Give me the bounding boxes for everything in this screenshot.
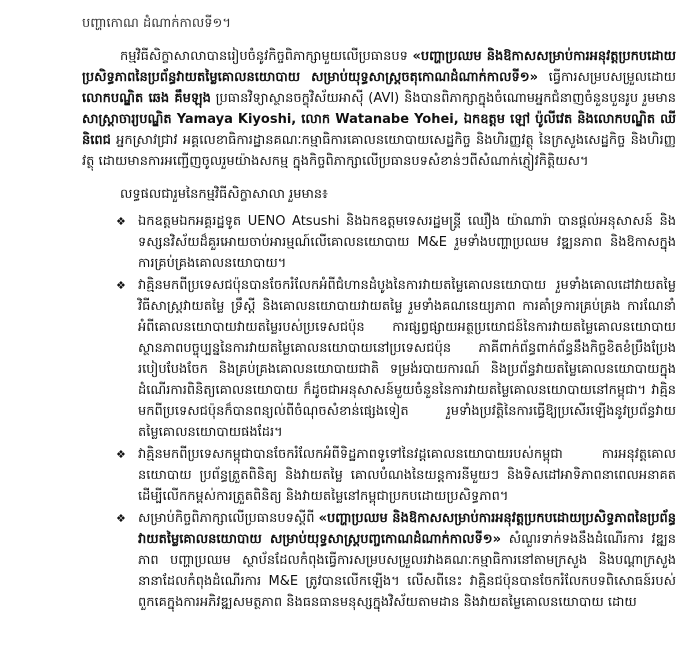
moderator-name: លោកបណ្ឌិត ឆេង គឹមឡុង [82, 91, 211, 106]
diamond-bullet-icon: ❖ [116, 215, 126, 228]
results-list [82, 211, 676, 613]
intro-tail-text: បញ្ហាកោណ ដំណាក់កាលទី១។ [82, 16, 231, 31]
diamond-bullet-icon: ❖ [116, 512, 126, 525]
para-text: ធ្វើការសម្របសម្រួលដោយ [538, 70, 676, 85]
list-item [82, 508, 676, 613]
panelist-names: សាស្ត្រាចារ្យបណ្ឌិត Yamaya Kiyoshi, លោក Watanabe Yohei, ឯកឧត្តម ឡៅ ប៉ូលីវេត និងលោកបណ្ឌិត ឈី និពេជ [82, 112, 676, 148]
intro-tail [82, 0, 676, 34]
discussion-title: «បញ្ហាប្រឈម និងឱកាសសម្រាប់ការអនុវត្តប្រកបដោយប្រសិទ្ធភាពនៃប្រព័ន្ធវាយតម្លៃគោលនយោបាយ សម្រាប់យុទ្ធសាស្ត្របញ្ចកោណដំណាក់កាលទី១» [138, 511, 676, 547]
list-item-text: ឯកឧត្តមឯកអគ្គរដ្ឋទូត UENO Atsushi និងឯកឧត្តមទេសរដ្ឋមន្ត្រី ឈឿង យ៉ាណារ៉ា បានផ្តល់អនុសាសន៍ និងទស្សនវិស័យដ៏គួរអោយចាប់អារម្មណ៍លើគោលនយោបាយ M&E រួមទាំងបញ្ហាប្រឈម វឌ្ឍនភាព និងឱកាសក្នុងការគ្រប់គ្រងគោលនយោបាយ។ [138, 214, 676, 271]
list-item-text: វាគ្មិនមកពីប្រទេសជប៉ុនបានចែករំលែកអំពីជំហានដំបូងនៃការវាយតម្លៃគោលនយោបាយ រួមទាំងគោលដៅវាយតម្លៃ វិធីសាស្ត្រវាយតម្លៃ ទ្រឹស្តី និងគោលនយោបាយវាយតម្លៃ រួមទាំងគណនេយ្យភាព ការគាំទ្រការគ្រប់គ្រង ការណែនាំអំពីគោលនយោបាយវាយតម្លៃរបស់ប្រទេសជប៉ុន ការផ្សព្វផ្សាយអត្ថប្រយោជន៍នៃការវាយតម្លៃគោលនយោបាយ ស្ថានភាពបច្ចុប្បន្ននៃការវាយតម្លៃគោលនយោបាយនៅប្រទេសជប៉ុន ភាគីពាក់ព័ន្ធពាក់ព័ន្ធនឹងកិច្ចខិតខំប្រឹងប្រែងរបៀបបែងចែក និងគ្រប់គ្រងគោលនយោបាយជាតិ ទម្រង់របាយការណ៍ និងប្រព័ន្ធវាយតម្លៃគោលនយោបាយក្នុងដំណើរការពិនិត្យគោលនយោបាយ ក៏ដូចជាអនុសាសន៍មួយចំនួននៃការវាយតម្លៃគោលនយោបាយនៅកម្ពុជា។ វាគ្មិនមកពីប្រទេសជប៉ុនក៏បានពន្យល់ពីចំណុចសំខាន់ផ្សេងទៀត រួមទាំងប្រវត្តិនៃការធ្វើឱ្យប្រសើរឡើងនូវប្រព័ន្ធវាយតម្លៃគោលនយោបាយផងដែរ។ [138, 278, 676, 440]
diamond-bullet-icon: ❖ [116, 448, 126, 461]
results-heading: លទ្ធផលជារួមនៃកម្មវិធីសិក្ខាសាលា រួមមាន៖ [120, 187, 328, 202]
list-item-text: សំណួរទាក់ទងនឹងដំណើរការ វឌ្ឍនភាព បញ្ហាប្រឈម ស្ថាប័នដែលកំពុងធ្វើការសម្របសម្រួលរវាងគណៈកម្មាធិការនៅតាមក្រសួង និងបណ្តាក្រសួងនានាដែលកំពុងដំណើរការ M&E ត្រូវបានលើកឡើង។ លើសពីនេះ វាគ្មិនជប៉ុនបានចែករំលែកបទពិសោធន៍របស់ពួកគេក្នុងការអភិវឌ្ឍសមត្ថភាព និងធនធានមនុស្សក្នុងវិស័យតាមដាន និងវាយតម្លៃគោលនយោបាយ ដោយ [138, 532, 676, 610]
document-page [82, 0, 676, 614]
para-text: កម្មវិធីសិក្ខាសាលាបានរៀបចំនូវកិច្ចពិភាក្សាមួយលើប្រធានបទ [120, 49, 413, 64]
list-item-text: វាគ្មិនមកពីប្រទេសកម្ពុជាបានចែករំលែកអំពីទិដ្ឋភាពទូទៅនៃវដ្តគោលនយោបាយរបស់កម្ពុជា ការអនុវត្តគោលនយោបាយ ប្រព័ន្ធត្រួតពិនិត្យ និងវាយតម្លៃ គោលបំណងនៃយន្តការនីមួយៗ និងទិសដៅអាទិភាពនាពេលអនាគត ដើម្បីលើកកម្ពស់ការត្រួតពិនិត្យ និងវាយតម្លៃនៅកម្ពុជាប្រកបដោយប្រសិទ្ធភាព។ [138, 447, 676, 504]
para-text: អ្នកស្រាវជ្រាវ អគ្គលេខាធិការដ្ឋានគណៈកម្មាធិការគោលនយោបាយសេដ្ឋកិច្ច និងហិរញ្ញវត្ថុ នៃក្រសួងសេដ្ឋកិច្ច និងហិរញ្ញវត្ថុ ដោយមានការអញ្ជើញចូលរួមយ៉ាងសកម្ម ក្នុងកិច្ចពិភាក្សាលើប្រធានបទសំខាន់ៗពីសំណាក់ភ្ញៀវកិត្តិយស។ [82, 133, 676, 169]
para-text: ប្រធានវិទ្យាស្ថានចក្ខុវិស័យអាស៊ី (AVI) និងបានពិភាក្សាក្នុងចំណោមអ្នកជំនាញចំនួនបួនរូប រួមមាន [210, 91, 676, 106]
list-item-text: សម្រាប់កិច្ចពិភាក្សាលើប្រធានបទស្តីពី [138, 511, 319, 526]
diamond-bullet-icon: ❖ [116, 279, 126, 292]
list-item [82, 444, 676, 507]
discussion-title: «បញ្ហាប្រឈម និងឱកាសសម្រាប់ការអនុវត្តប្រកបដោយប្រសិទ្ធភាពនៃប្រព័ន្ធវាយតម្លៃគោលនយោបាយ សម្រាប់យុទ្ធសាស្ត្រចតុកោណដំណាក់កាលទី១» [82, 49, 676, 85]
list-item [82, 275, 676, 443]
list-item [82, 211, 676, 274]
workshop-paragraph [82, 46, 676, 172]
